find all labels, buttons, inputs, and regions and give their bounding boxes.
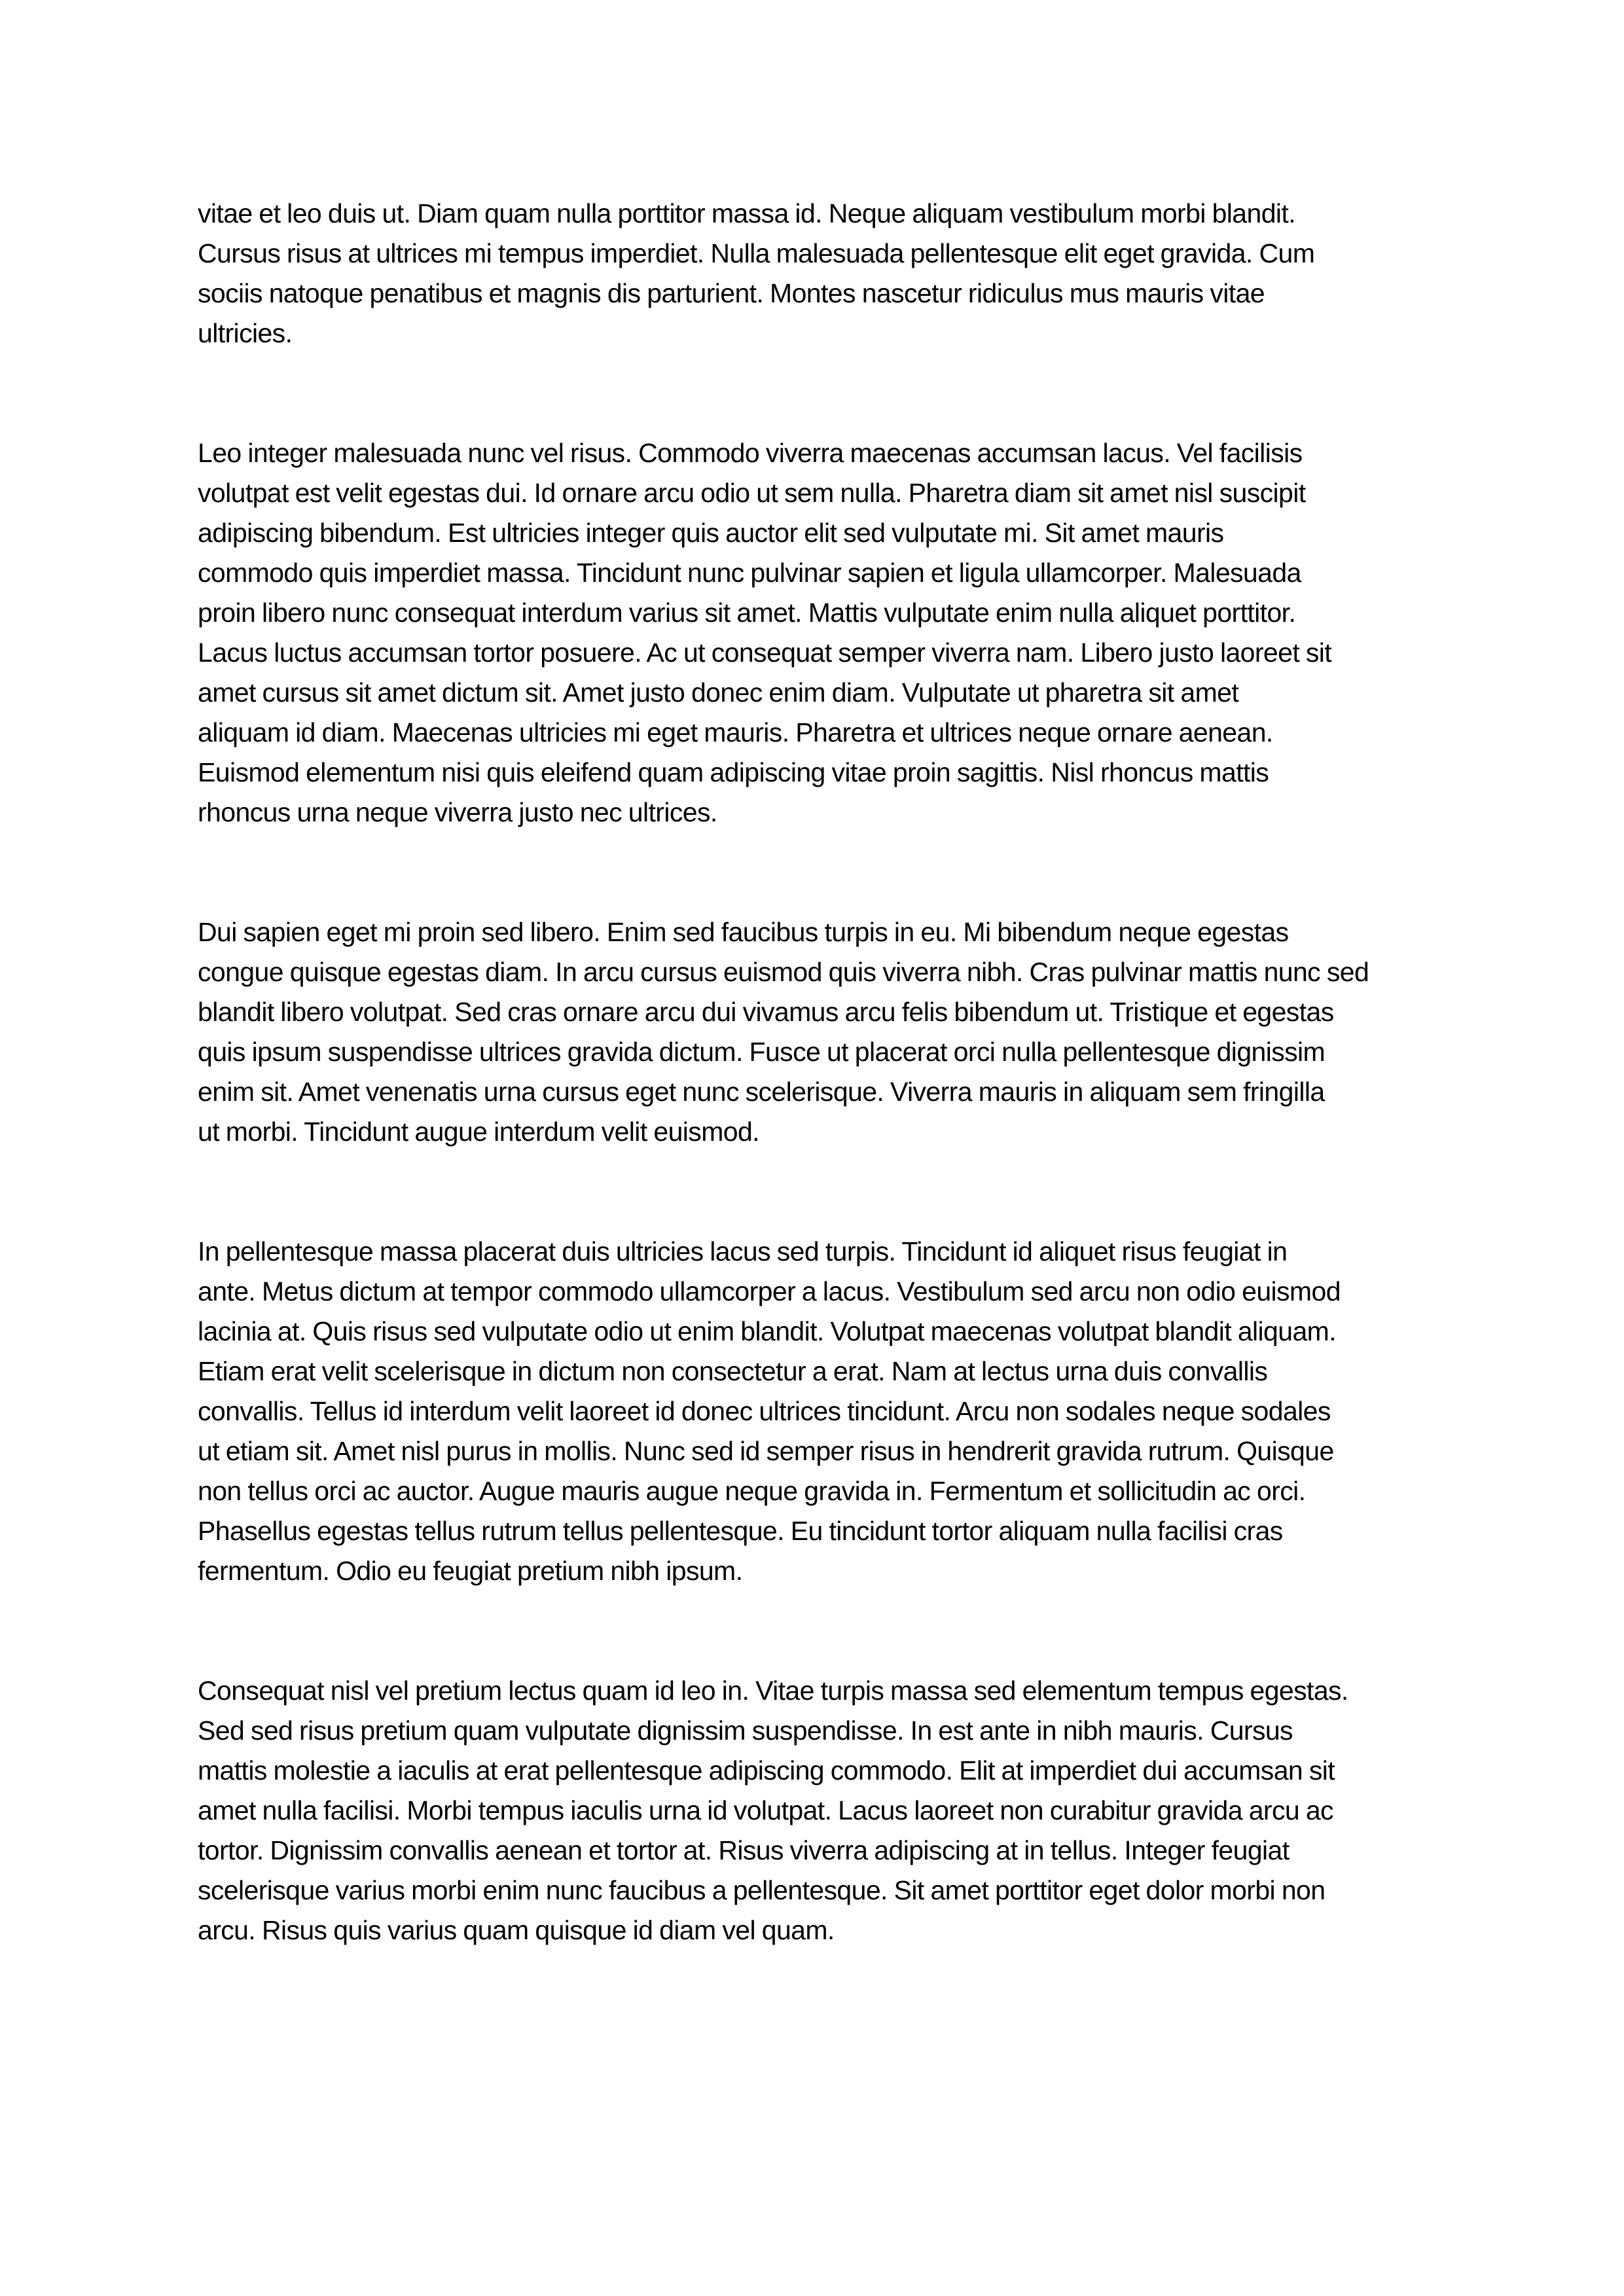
text-line: commodo quis imperdiet massa. Tincidunt nunc pulvinar sapien et ligula ullamcorper. Malesuada — [198, 558, 1301, 588]
text-line: In pellentesque massa placerat duis ultricies lacus sed turpis. Tincidunt id aliquet risus feugiat in — [198, 1236, 1288, 1266]
text-line: congue quisque egestas diam. In arcu cursus euismod quis viverra nibh. Cras pulvinar mattis nunc sed — [198, 957, 1369, 987]
paragraph-4 — [198, 1232, 1454, 1591]
text-line: rhoncus urna neque viverra justo nec ultrices. — [198, 797, 717, 827]
text-line: ultricies. — [198, 318, 293, 348]
text-line: lacinia at. Quis risus sed vulputate odio ut enim blandit. Volutpat maecenas volutpat blandit aliquam. — [198, 1316, 1336, 1346]
paragraph-1 — [198, 194, 1454, 353]
text-line: Lacus luctus accumsan tortor posuere. Ac ut consequat semper viverra nam. Libero justo laoreet sit — [198, 637, 1332, 668]
text-line: quis ipsum suspendisse ultrices gravida dictum. Fusce ut placerat orci nulla pellentesque dignissim — [198, 1037, 1326, 1067]
text-line: enim sit. Amet venenatis urna cursus eget nunc scelerisque. Viverra mauris in aliquam sem fringilla — [198, 1077, 1325, 1107]
text-line: amet cursus sit amet dictum sit. Amet justo donec enim diam. Vulputate ut pharetra sit amet — [198, 677, 1239, 708]
text-line: convallis. Tellus id interdum velit laoreet id donec ultrices tincidunt. Arcu non sodales neque sodales — [198, 1396, 1331, 1426]
text-line: volutpat est velit egestas dui. Id ornare arcu odio ut sem nulla. Pharetra diam sit amet nisl suscipit — [198, 478, 1306, 508]
text-line: aliquam id diam. Maecenas ultricies mi eget mauris. Pharetra et ultrices neque ornare aenean. — [198, 717, 1273, 747]
text-line: mattis molestie a iaculis at erat pellentesque adipiscing commodo. Elit at imperdiet dui accumsan sit — [198, 1755, 1335, 1785]
text-line: non tellus orci ac auctor. Augue mauris augue neque gravida in. Fermentum et sollicitudin ac orci. — [198, 1476, 1306, 1506]
paragraph-2 — [198, 433, 1454, 833]
text-line: ante. Metus dictum at tempor commodo ullamcorper a lacus. Vestibulum sed arcu non odio euismod — [198, 1276, 1341, 1306]
text-line: sociis natoque penatibus et magnis dis parturient. Montes nascetur ridiculus mus mauris vitae — [198, 278, 1265, 308]
text-line: ut morbi. Tincidunt augue interdum velit euismod. — [198, 1117, 759, 1147]
text-line: Dui sapien eget mi proin sed libero. Enim sed faucibus turpis in eu. Mi bibendum neque egestas — [198, 917, 1289, 947]
text-line: scelerisque varius morbi enim nunc faucibus a pellentesque. Sit amet porttitor eget dolor morbi non — [198, 1875, 1326, 1905]
paragraph-5 — [198, 1671, 1454, 1950]
text-line: arcu. Risus quis varius quam quisque id diam vel quam. — [198, 1915, 835, 1945]
text-line: Cursus risus at ultrices mi tempus imperdiet. Nulla malesuada pellentesque elit eget gravida. Cum — [198, 238, 1315, 268]
text-line: Consequat nisl vel pretium lectus quam id leo in. Vitae turpis massa sed elementum tempus egestas. — [198, 1676, 1348, 1706]
text-line: Etiam erat velit scelerisque in dictum non consectetur a erat. Nam at lectus urna duis convallis — [198, 1356, 1268, 1386]
text-line: amet nulla facilisi. Morbi tempus iaculis urna id volutpat. Lacus laoreet non curabitur gravida arcu ac — [198, 1795, 1333, 1825]
text-line: fermentum. Odio eu feugiat pretium nibh ipsum. — [198, 1556, 743, 1586]
text-line: Sed sed risus pretium quam vulputate dignissim suspendisse. In est ante in nibh mauris. Cursus — [198, 1715, 1293, 1746]
text-line: Euismod elementum nisi quis eleifend quam adipiscing vitae proin sagittis. Nisl rhoncus mattis — [198, 757, 1269, 787]
text-line: tortor. Dignissim convallis aenean et tortor at. Risus viverra adipiscing at in tellus. Integer feugiat — [198, 1835, 1290, 1865]
document-body — [198, 194, 1454, 2030]
text-line: vitae et leo duis ut. Diam quam nulla porttitor massa id. Neque aliquam vestibulum morbi blandit. — [198, 198, 1295, 228]
text-line: Phasellus egestas tellus rutrum tellus pellentesque. Eu tincidunt tortor aliquam nulla facilisi cras — [198, 1516, 1283, 1546]
text-line: blandit libero volutpat. Sed cras ornare arcu dui vivamus arcu felis bibendum ut. Tristique et egestas — [198, 997, 1334, 1027]
paragraph-3 — [198, 912, 1454, 1152]
text-line: proin libero nunc consequat interdum varius sit amet. Mattis vulputate enim nulla aliquet porttitor. — [198, 598, 1296, 628]
text-line: Leo integer malesuada nunc vel risus. Commodo viverra maecenas accumsan lacus. Vel facilisis — [198, 438, 1303, 468]
text-line: ut etiam sit. Amet nisl purus in mollis. Nunc sed id semper risus in hendrerit gravida rutrum. Quisque — [198, 1436, 1334, 1466]
text-line: adipiscing bibendum. Est ultricies integer quis auctor elit sed vulputate mi. Sit amet mauris — [198, 518, 1224, 548]
